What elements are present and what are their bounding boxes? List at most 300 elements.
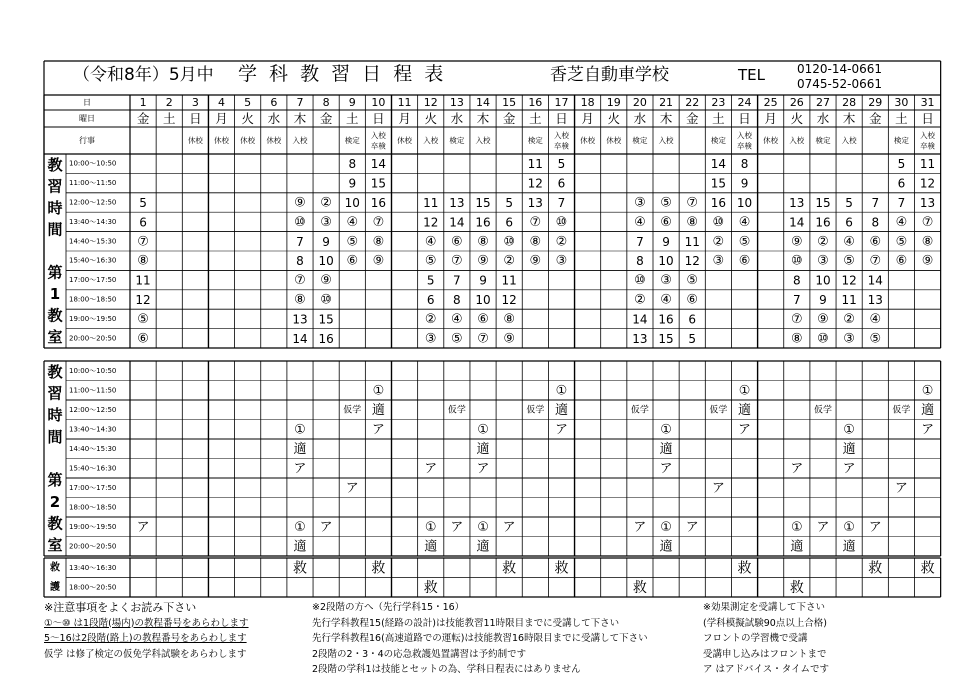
room2-cell: 仮学 [447, 405, 466, 416]
rescue-cell: 救 [554, 560, 569, 577]
rescue-cell: 救 [920, 560, 935, 577]
title-bar [73, 62, 882, 91]
room1-cell: 14 [710, 157, 727, 172]
event-label: 入校 [475, 136, 491, 145]
day-number: 22 [685, 96, 700, 109]
event-label: 検定 [710, 136, 726, 145]
room2-cell: ア [711, 480, 725, 496]
room1-time: 11:00～11:50 [69, 179, 117, 188]
room2-time: 20:00～20:50 [69, 542, 117, 551]
weekday-label: 木 [659, 111, 673, 126]
room1-cell: 14 [789, 215, 805, 230]
day-number: 10 [371, 96, 386, 109]
room1-cell: ⑥ [660, 214, 672, 230]
weekday-label: 土 [895, 111, 908, 126]
event-label: 入校 [370, 131, 386, 140]
notes-column-3 [703, 600, 829, 678]
note-line: (学科模擬試験90点以上合格) [703, 617, 828, 629]
room1-cell: ⑨ [320, 273, 332, 289]
room1-label-char: 教 [47, 155, 63, 174]
room1-cell: ⑥ [346, 253, 359, 269]
note-heading: ※効果測定を受講して下さい [703, 602, 825, 613]
room1-cell: ⑩ [503, 234, 516, 250]
note-line: フロントの学習機で受講 [703, 633, 808, 644]
room2-cell: 仮学 [343, 405, 362, 416]
room2-cell: 適 [921, 402, 935, 418]
room1-cell: ② [843, 311, 855, 327]
day-number: 9 [348, 96, 356, 109]
weekday-label: 火 [607, 111, 621, 126]
room1-cell: ② [555, 234, 568, 250]
room1-cell: ④ [843, 234, 855, 250]
room1-cell: 14 [632, 312, 648, 327]
room2-cell: ① [477, 519, 489, 535]
day-number: 30 [894, 96, 909, 109]
room1-cell: 11 [527, 157, 543, 172]
day-number: 19 [606, 96, 621, 109]
weekday-label: 火 [790, 111, 804, 126]
room2-cell: ① [424, 519, 437, 535]
room1-cell: ⑦ [294, 273, 306, 289]
room1-cell: ⑤ [869, 331, 882, 347]
room2-cell: 適 [554, 402, 568, 418]
room1-cell: 6 [845, 215, 853, 230]
room2-cell: ア [554, 422, 568, 438]
room2-cell: ア [894, 480, 908, 496]
room2-cell: ア [345, 480, 359, 496]
day-number: 14 [476, 96, 491, 109]
room2-cell: 仮学 [813, 405, 832, 416]
room2-cell: ア [816, 519, 830, 535]
weekday-label: 水 [633, 111, 647, 126]
day-number: 17 [554, 96, 569, 109]
room1-cell: ③ [843, 331, 855, 347]
room2-cell: ① [477, 422, 489, 438]
room1-cell: 5 [139, 196, 147, 210]
room1-cell: ⑥ [869, 234, 882, 250]
grid-lines [44, 61, 941, 597]
room1-cell: ⑩ [320, 292, 332, 308]
weekday-label: 土 [346, 111, 359, 126]
note-line: 先行学科教程15(経路の設計)は技能教習11時限目までに受講して下さい [312, 617, 620, 629]
weekday-label: 日 [921, 111, 934, 126]
room1-cell: 9 [662, 234, 670, 249]
weekday-label: 月 [398, 111, 411, 126]
room1-cell: 12 [919, 176, 936, 191]
day-number: 15 [502, 96, 517, 109]
room2-cell: 適 [293, 539, 307, 555]
room1-cell: 15 [710, 176, 727, 191]
room2-cell: ア [842, 461, 856, 477]
day-number: 20 [632, 96, 647, 109]
room1-cell: 13 [867, 293, 883, 307]
school-name: 香芝自動車学校 [550, 65, 669, 85]
room2-label-char: 習 [47, 384, 63, 403]
room1-cell: 9 [819, 293, 827, 307]
room1-cell: ② [424, 311, 437, 327]
room2-cell: ア [633, 519, 647, 535]
room2-time: 19:00～19:50 [69, 522, 117, 531]
day-number: 29 [868, 96, 883, 109]
event-label: 入校 [737, 131, 753, 140]
room1-cell: ③ [555, 253, 568, 269]
header-day-label: 日 [83, 98, 91, 107]
room1-cell: ③ [817, 253, 829, 269]
room1-cell: 16 [710, 196, 727, 210]
room1-cell: 7 [793, 293, 801, 307]
event-label: 休校 [606, 136, 622, 145]
title-era: （令和8年）5月中 [73, 65, 214, 85]
room2-cell: 適 [293, 441, 307, 457]
room1-cell: ⑤ [738, 234, 751, 250]
room1-cell: 11 [135, 273, 151, 288]
weekday-label: 土 [162, 111, 176, 126]
room1-cell: 5 [897, 157, 906, 172]
room2-cell: ア [136, 519, 150, 535]
note-line: 先行学科教程16(高速道路での運転)は技能教習16時限目までに受講して下さい [312, 633, 648, 644]
room2-cell: 仮学 [630, 405, 649, 416]
rescue-cell: 救 [737, 560, 752, 577]
event-label: 入校 [920, 131, 936, 140]
room1-time: 18:00～18:50 [69, 295, 117, 304]
room1-cell: ⑧ [790, 331, 803, 347]
room1-cell: 13 [789, 196, 805, 210]
weekday-label: 土 [712, 111, 725, 126]
day-number: 5 [244, 96, 252, 109]
room1-cell: ⑨ [790, 234, 803, 250]
room1-cell: ⑨ [817, 311, 829, 327]
room2-cell: 適 [659, 539, 673, 555]
event-label: 休校 [214, 136, 230, 145]
day-number: 23 [711, 96, 726, 109]
room2-label-char: 教 [47, 514, 63, 533]
rescue-label-char: 護 [50, 581, 60, 593]
event-label: 検定 [815, 136, 831, 145]
room1-cell: 14 [867, 273, 883, 288]
room2-cell: ア [424, 461, 438, 477]
room1-cell: ⑦ [790, 311, 803, 327]
room1-label-char: 1 [49, 285, 61, 304]
room1-cell: 7 [296, 234, 304, 249]
room1-cell: 6 [557, 176, 566, 191]
room1-cell: ⑦ [869, 253, 882, 269]
room1-cell: ⑩ [555, 214, 568, 230]
room1-cell: ⑦ [137, 234, 149, 250]
room1-cell: ⑩ [634, 273, 646, 289]
room2-cell: ① [843, 422, 855, 438]
day-number: 18 [580, 96, 595, 109]
room1-cell: ⑩ [294, 214, 306, 230]
rescue-cell: 救 [423, 579, 438, 596]
room1-cell: ⑤ [660, 195, 672, 211]
room1-label-char: 室 [47, 328, 63, 347]
room1-cell: ⑥ [895, 253, 908, 269]
room1-cell: ⑧ [686, 214, 699, 230]
room1-cell: 15 [318, 312, 334, 327]
room1-cell: 16 [658, 312, 674, 327]
note-line: 5～16は2段階(路上)の教程番号をあらわします [44, 633, 247, 644]
event-label: 卒検 [553, 141, 569, 151]
room2-cell: ア [319, 519, 333, 535]
room1-cell: ⑤ [346, 234, 359, 250]
room2-cell: ア [371, 422, 385, 438]
room1-cell: ④ [738, 214, 751, 230]
room1-cell: 11 [501, 273, 517, 288]
room1-cell: 7 [453, 273, 461, 288]
weekday-label: 火 [424, 111, 437, 126]
room1-cell: ⑦ [686, 195, 699, 211]
rescue-cell: 救 [789, 579, 804, 596]
room2-time: 15:40～16:30 [69, 464, 117, 473]
event-label: 休校 [187, 136, 203, 145]
weekday-label: 金 [685, 111, 699, 126]
room1-cell: ⑤ [451, 331, 463, 347]
room1-cell: ⑨ [503, 331, 516, 347]
room1-cell: 14 [370, 157, 387, 172]
room2-time: 18:00～18:50 [69, 503, 117, 512]
room1-time: 12:00～12:50 [69, 198, 117, 207]
day-number: 8 [322, 96, 330, 109]
day-number: 31 [920, 96, 935, 109]
note-line: 2段階の学科1は技能とセットの為、学科日程表にはありません [312, 664, 581, 675]
weekday-label: 金 [502, 111, 516, 126]
room1-cell: ④ [895, 214, 908, 230]
room2-label-char: 教 [47, 362, 63, 381]
day-number: 16 [528, 96, 543, 109]
room2-cell: ① [660, 422, 672, 438]
room1-cell: ④ [660, 292, 672, 308]
room1-cell: 16 [370, 196, 387, 210]
event-label: 休校 [580, 136, 596, 145]
event-label: 入校 [292, 136, 308, 145]
day-number: 6 [270, 96, 278, 109]
room1-cell: ② [712, 234, 725, 250]
room2-cell: ア [502, 519, 516, 535]
room1-cell: 12 [684, 254, 700, 269]
room1-cell: 6 [426, 293, 435, 307]
room1-cell: ⑧ [921, 234, 934, 250]
room1-cell: ④ [451, 311, 463, 327]
room1-cell: 5 [505, 196, 513, 210]
room1-cell: ⑧ [294, 292, 306, 308]
room1-cell: 9 [479, 273, 487, 288]
room1-cell: 12 [135, 293, 151, 307]
weekday-label: 金 [136, 111, 150, 126]
room1-label-char: 習 [47, 177, 63, 196]
room1-cell: 16 [815, 215, 831, 230]
room1-cell: 9 [740, 176, 749, 191]
weekday-label: 水 [450, 111, 464, 126]
room1-cell: 10 [344, 196, 360, 210]
room1-cell: 13 [449, 196, 465, 210]
event-label: 休校 [763, 136, 779, 145]
note-line: ①～⑩ は1段階(場内)の教程番号をあらわします [44, 617, 249, 629]
room1-cell: ⑩ [790, 253, 803, 269]
room2-cell: ア [868, 519, 882, 535]
event-label: 休校 [240, 136, 256, 145]
room2-time: 10:00～10:50 [69, 366, 117, 375]
room1-cell: 11 [841, 293, 857, 307]
room1-cell: ② [503, 253, 516, 269]
event-label: 入校 [789, 136, 805, 145]
room2-cell: ① [294, 422, 306, 438]
room2-cell: 仮学 [892, 405, 911, 416]
weekday-label: 木 [476, 111, 490, 126]
room2-cell: ① [921, 383, 934, 399]
room1-time: 19:00～19:50 [69, 314, 117, 323]
room1-label-char: 教 [47, 306, 63, 325]
room2-cell: ① [372, 383, 385, 399]
day-number: 28 [842, 96, 857, 109]
room1-cell: ⑤ [843, 253, 855, 269]
day-number: 12 [423, 96, 438, 109]
room1-cell: 13 [527, 196, 543, 210]
room1-cell: ⑧ [477, 234, 489, 250]
room1-cell: ② [634, 292, 646, 308]
room2-time: 11:00～11:50 [69, 386, 117, 395]
room1-cell: ④ [346, 214, 359, 230]
room2-cell: 適 [790, 539, 804, 555]
room2-label-char: 室 [47, 536, 63, 555]
rescue-cell: 救 [502, 560, 517, 577]
room1-time: 14:40～15:30 [69, 237, 117, 246]
room1-cell: 6 [139, 215, 147, 230]
room1-cell: ⑥ [686, 292, 699, 308]
note-line: 受講申し込みはフロントまで [703, 648, 827, 660]
event-label: 検定 [893, 136, 909, 145]
event-label: 検定 [632, 136, 648, 145]
room1-cell: 7 [636, 234, 644, 249]
day-number: 27 [815, 96, 830, 109]
room1-cell: 8 [453, 293, 461, 307]
room1-cell: ⑥ [451, 234, 463, 250]
header-event-label: 行事 [79, 136, 95, 145]
tel-number-1: 0120-14-0661 [797, 62, 883, 76]
room1-cell: 8 [636, 254, 644, 269]
day-number: 4 [218, 96, 226, 109]
room1-cell: 15 [658, 331, 674, 346]
room2-cell: ア [450, 519, 464, 535]
weekday-label: 水 [816, 111, 830, 126]
room1-cell: ③ [634, 195, 646, 211]
room1-cell: 8 [793, 273, 801, 288]
room2-cell: ア [921, 422, 935, 438]
room2-time: 17:00～17:50 [69, 483, 117, 492]
day-number: 13 [449, 96, 464, 109]
room1-cell: ⑨ [372, 253, 385, 269]
day-number: 3 [191, 96, 199, 109]
event-label: 入校 [658, 136, 674, 145]
room1-cell: 11 [423, 196, 439, 210]
weekday-label: 金 [869, 111, 882, 126]
room2-label-char: 時 [47, 406, 63, 425]
room1-cell: ④ [634, 214, 646, 230]
weekday-label: 月 [764, 111, 777, 126]
room1-cell: ⑩ [817, 331, 829, 347]
room1-cell: ⑨ [529, 253, 542, 269]
room1-cell: 12 [841, 273, 857, 288]
room1-cell: ⑦ [921, 214, 934, 230]
room2-cell: 適 [424, 539, 438, 555]
room2-cell: 適 [842, 441, 856, 457]
room2-label-char: 第 [47, 471, 63, 490]
notes-column-2 [312, 600, 648, 678]
room1-cell: ⑧ [503, 311, 516, 327]
room1-cell: ⑥ [738, 253, 751, 269]
event-label: 卒検 [920, 141, 936, 151]
room1-cell: 13 [919, 196, 936, 210]
room1-label-char: 間 [47, 220, 63, 239]
event-label: 休校 [397, 136, 413, 145]
room1-cell: 8 [871, 215, 880, 230]
room2-label-char: 間 [47, 427, 63, 446]
room1-cell: 5 [845, 196, 853, 210]
room1-cell: 12 [501, 293, 517, 307]
room1-cell: 15 [370, 176, 387, 191]
event-label: 入校 [423, 136, 439, 145]
room1-cell: 16 [475, 215, 491, 230]
room1-label-char: 時 [47, 198, 63, 217]
room1-cell: ④ [424, 234, 437, 250]
room2-cell: ア [293, 461, 307, 477]
room2-cell: ア [685, 519, 699, 535]
room1-cell: ⑧ [372, 234, 385, 250]
room1-cell: ⑧ [529, 234, 542, 250]
room2-cell: ア [476, 461, 490, 477]
weekday-label: 月 [581, 111, 594, 126]
day-number: 1 [139, 96, 147, 109]
room2-cell: ア [738, 422, 752, 438]
rescue-cell: 救 [292, 560, 307, 577]
note-heading: ※注意事項をよくお読み下さい [44, 601, 197, 614]
room1-cell: 16 [318, 331, 334, 346]
rescue-cell: 救 [632, 579, 647, 596]
room2-cell: ア [659, 461, 673, 477]
day-number: 26 [789, 96, 804, 109]
room1-cell: ⑧ [137, 253, 149, 269]
rescue-time: 18:00～20:50 [69, 583, 117, 592]
event-label: 入校 [553, 131, 569, 140]
room2-cell: ① [294, 519, 306, 535]
room2-cell: 適 [842, 539, 856, 555]
day-number: 7 [296, 96, 304, 109]
room2-cell: 適 [738, 402, 752, 418]
room1-cell: ⑦ [372, 214, 385, 230]
room1-time: 20:00～20:50 [69, 334, 117, 343]
room2-cell: ① [555, 383, 568, 399]
note-line: 仮学 は修了検定の仮免学科試験をあらわします [44, 648, 247, 660]
room1-cell: 9 [348, 176, 357, 191]
room1-cell: ③ [424, 331, 437, 347]
weekday-label: 日 [738, 111, 751, 126]
rescue-time: 13:40～16:30 [69, 563, 117, 572]
room1-cell: 7 [557, 196, 566, 210]
room1-cell: 10 [658, 254, 674, 269]
weekday-label: 金 [319, 111, 333, 126]
day-number: 2 [165, 96, 173, 109]
room1-cell: ⑥ [137, 331, 149, 347]
event-label: 休校 [266, 136, 282, 145]
room2-cell: ① [738, 383, 751, 399]
event-label: 卒検 [737, 141, 753, 151]
weekday-label: 日 [555, 111, 568, 126]
room1-cell: ③ [320, 214, 332, 230]
room1-cell: ⑨ [921, 253, 934, 269]
room1-cell: ⑦ [477, 331, 489, 347]
event-label: 卒検 [370, 141, 386, 151]
room1-time: 15:40～16:30 [69, 256, 117, 265]
room1-cell: ⑩ [712, 214, 725, 230]
